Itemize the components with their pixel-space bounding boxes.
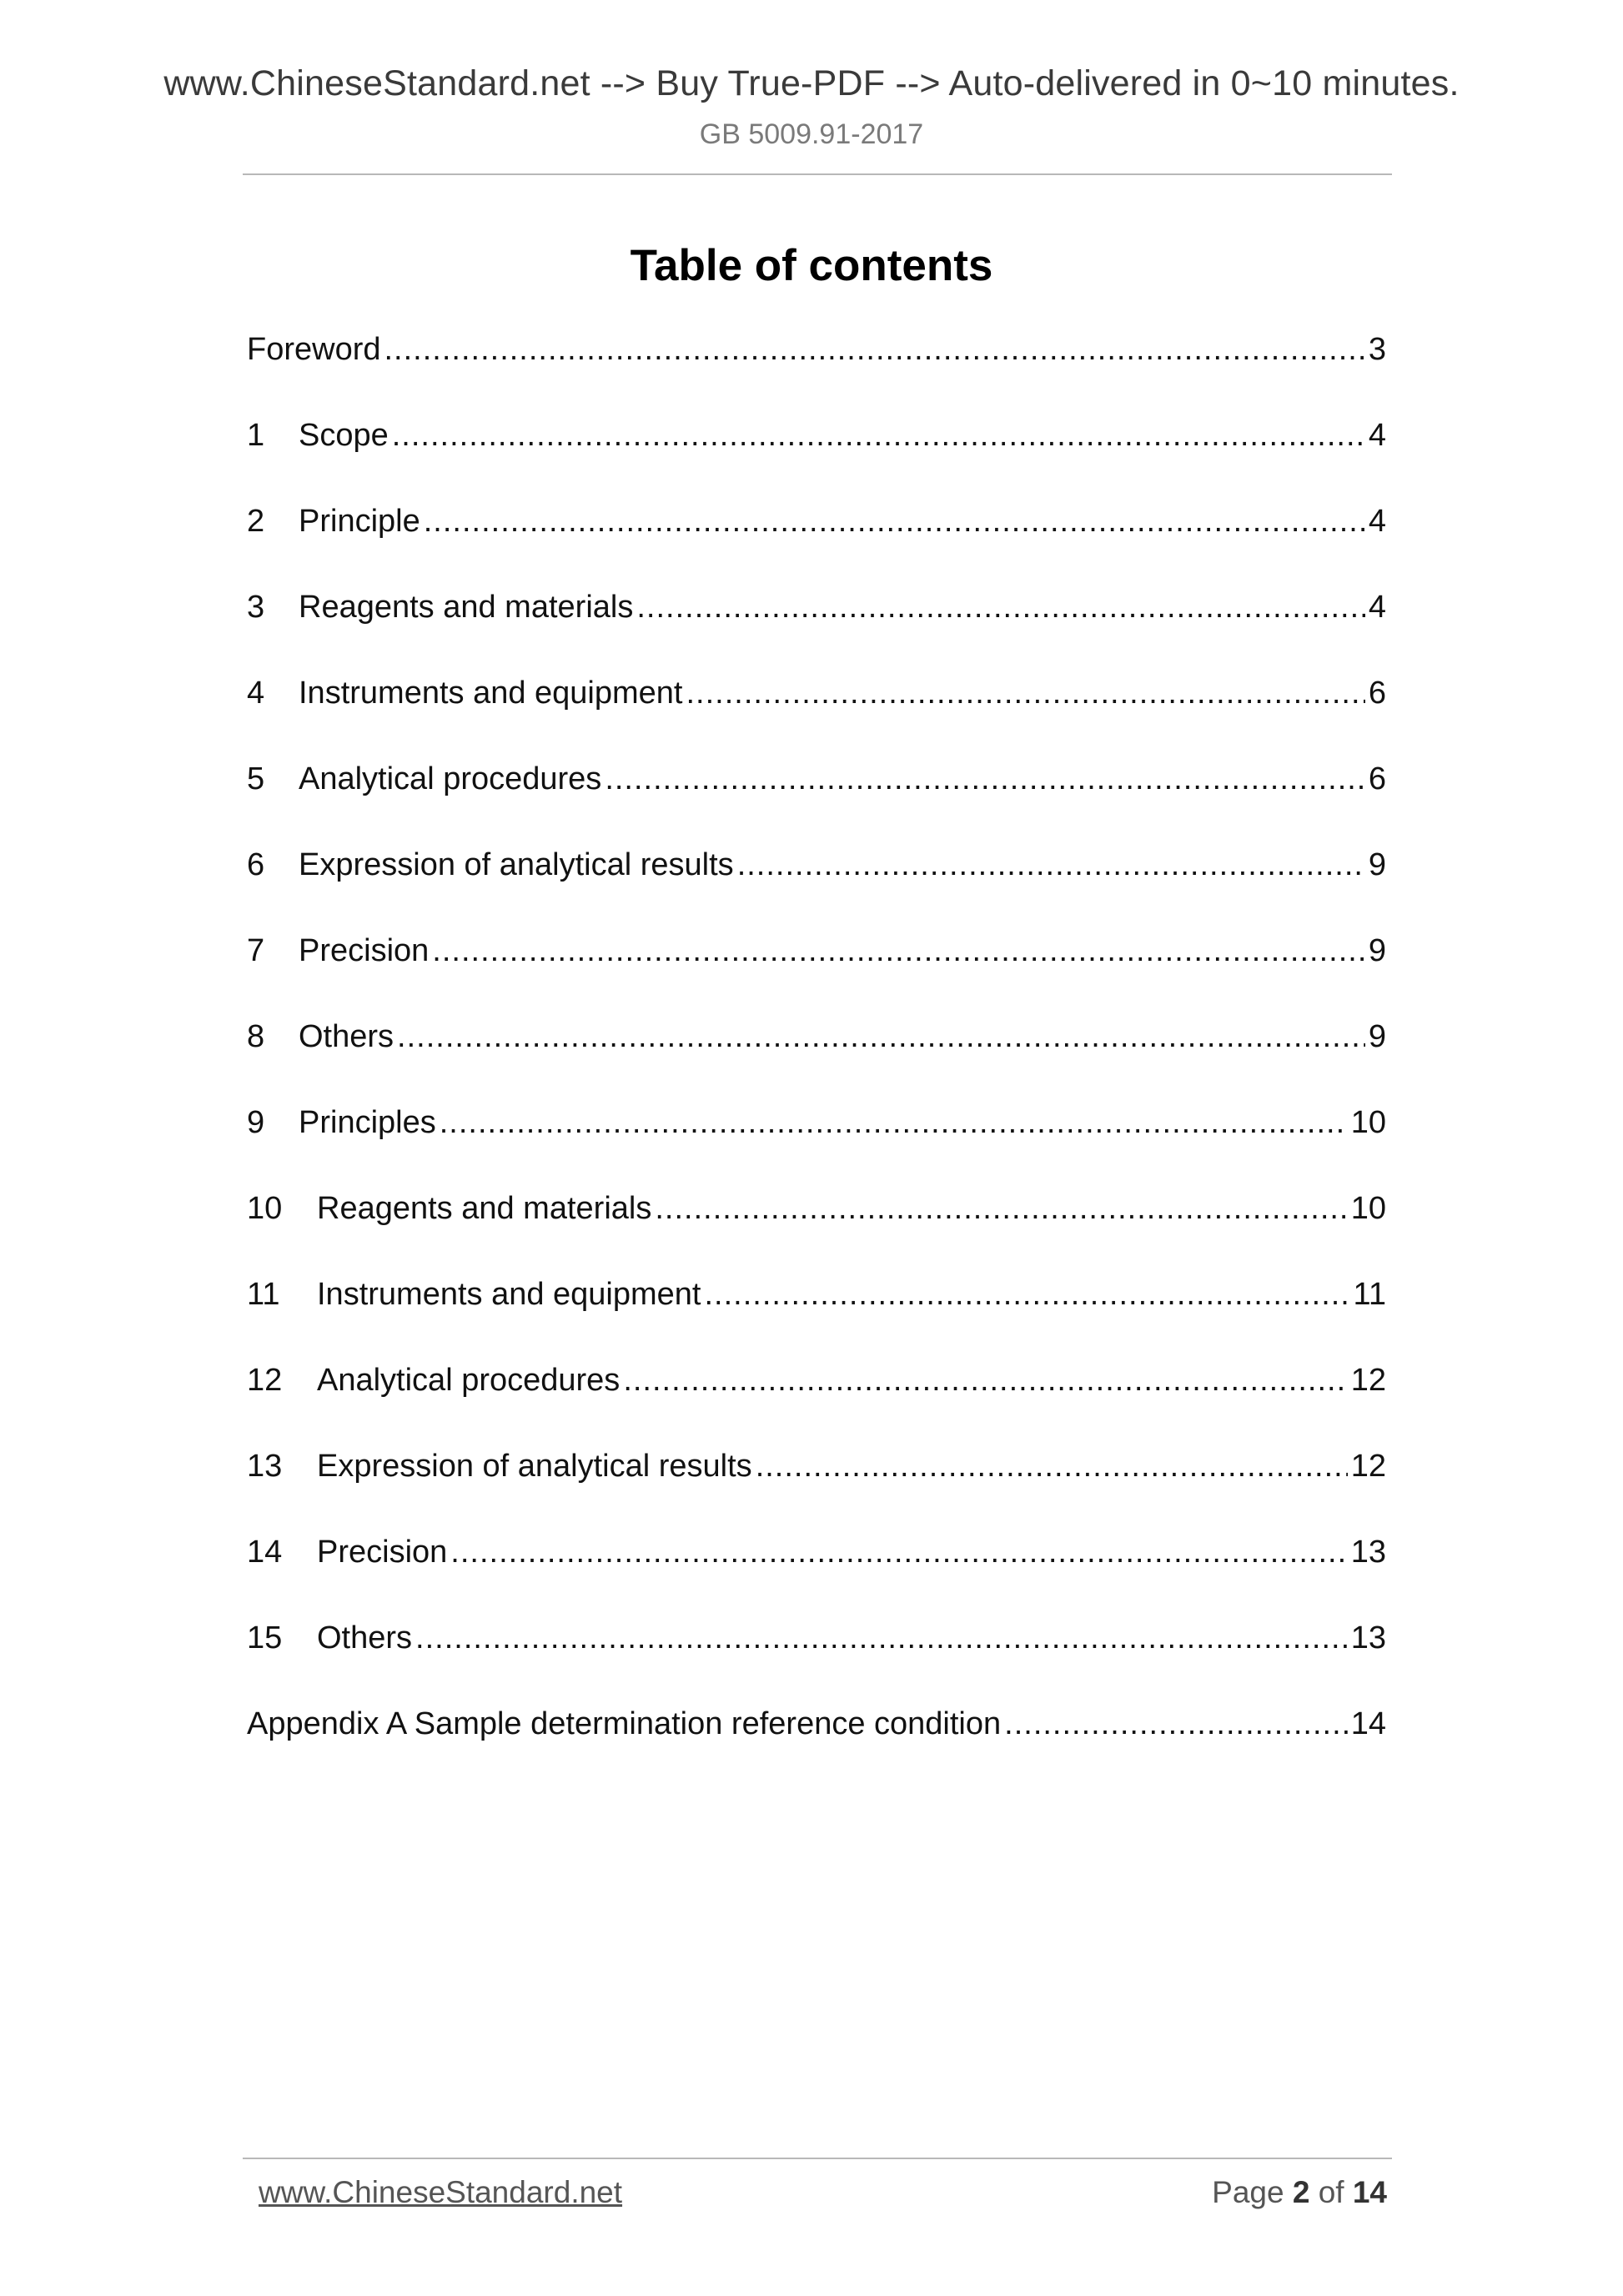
- toc-entry-page: 12: [1350, 1363, 1386, 1398]
- toc-dot-leader: [705, 1277, 1350, 1313]
- toc-entry-title: Others: [299, 1019, 394, 1054]
- toc-entry-title: Precision: [299, 933, 430, 968]
- toc-entry-number: 4: [247, 676, 265, 711]
- toc-entry-title: Analytical procedures: [317, 1363, 621, 1398]
- toc-entry-14[interactable]: [247, 1535, 1386, 1620]
- toc-entry-page: 4: [1368, 590, 1386, 625]
- page-label: Page: [1212, 2175, 1284, 2209]
- toc-entry-number: 1: [247, 418, 265, 453]
- toc-dot-leader: [737, 847, 1365, 883]
- page-current: 2: [1292, 2175, 1310, 2209]
- toc-entry-6[interactable]: [247, 847, 1386, 933]
- toc-entry-title: Scope: [299, 418, 389, 453]
- toc-dot-leader: [450, 1535, 1347, 1570]
- toc-entry-10[interactable]: [247, 1191, 1386, 1277]
- toc-entry-number: 7: [247, 933, 265, 968]
- toc-entry-3[interactable]: [247, 590, 1386, 676]
- toc-dot-leader: [415, 1620, 1348, 1656]
- toc-entry-foreword[interactable]: [247, 332, 1386, 418]
- footer-site-link[interactable]: www.ChineseStandard.net: [259, 2175, 623, 2209]
- page-title: Table of contents: [630, 241, 993, 290]
- toc-dot-leader: [686, 676, 1365, 711]
- toc-dot-leader: [1004, 1706, 1348, 1742]
- toc-entry-number: 3: [247, 590, 265, 625]
- toc-entry-page: 12: [1350, 1449, 1386, 1484]
- toc-entry-number: 13: [247, 1449, 283, 1484]
- toc-dot-leader: [384, 332, 1365, 368]
- toc-entry-number: 5: [247, 761, 265, 796]
- toc-dot-leader: [655, 1191, 1347, 1227]
- toc-entry-number: 12: [247, 1363, 283, 1398]
- toc-entry-9[interactable]: [247, 1105, 1386, 1191]
- toc-entry-title: Instruments and equipment: [317, 1277, 701, 1312]
- toc-entry-1[interactable]: [247, 418, 1386, 504]
- footer-divider: [243, 2158, 1392, 2159]
- toc-dot-leader: [397, 1019, 1365, 1055]
- site-banner: www.ChineseStandard.net --> Buy True-PDF --> Auto-delivered in 0~10 minutes.: [163, 63, 1460, 103]
- toc-entry-title: Foreword: [247, 332, 381, 367]
- toc-entry-number: 8: [247, 1019, 265, 1054]
- toc-entry-title: Precision: [317, 1535, 448, 1570]
- toc-dot-leader: [605, 761, 1365, 797]
- toc-entry-page: 10: [1350, 1191, 1386, 1226]
- toc-entry-5[interactable]: [247, 761, 1386, 847]
- toc-entry-4[interactable]: [247, 676, 1386, 761]
- toc-entry-15[interactable]: [247, 1620, 1386, 1706]
- toc-entry-title: Analytical procedures: [299, 761, 602, 796]
- toc-entry-number: 10: [247, 1191, 283, 1226]
- toc-dot-leader: [756, 1449, 1348, 1485]
- toc-entry-appendix-a[interactable]: [247, 1706, 1386, 1792]
- toc-dot-leader: [636, 590, 1365, 625]
- toc-entry-page: 11: [1353, 1277, 1386, 1312]
- page-of-label: of: [1318, 2175, 1344, 2209]
- toc-entry-page: 9: [1368, 933, 1386, 968]
- toc-entry-page: 10: [1350, 1105, 1386, 1140]
- toc-dot-leader: [424, 504, 1365, 540]
- toc-dot-leader: [392, 418, 1365, 454]
- toc-entry-number: 15: [247, 1620, 283, 1655]
- toc-entry-number: 6: [247, 847, 265, 882]
- toc-dot-leader: [623, 1363, 1347, 1399]
- toc-entry-12[interactable]: [247, 1363, 1386, 1449]
- toc-entry-page: 6: [1368, 676, 1386, 711]
- toc-entry-title: Instruments and equipment: [299, 676, 683, 711]
- toc-entry-page: 14: [1350, 1706, 1386, 1741]
- toc-entry-page: 6: [1368, 761, 1386, 796]
- toc-entry-7[interactable]: [247, 933, 1386, 1019]
- toc-entry-13[interactable]: [247, 1449, 1386, 1535]
- toc-entry-title: Expression of analytical results: [317, 1449, 752, 1484]
- header-divider: [243, 173, 1392, 175]
- toc-entry-page: 3: [1368, 332, 1386, 367]
- page-number: [1212, 2175, 1387, 2210]
- toc-entry-title: Reagents and materials: [317, 1191, 652, 1226]
- toc-entry-number: 9: [247, 1105, 265, 1140]
- table-of-contents: [247, 332, 1386, 1792]
- toc-entry-page: 9: [1368, 1019, 1386, 1054]
- toc-entry-title: Appendix A Sample determination reference condition: [247, 1706, 1002, 1741]
- toc-entry-number: 14: [247, 1535, 283, 1570]
- toc-entry-page: 13: [1350, 1535, 1386, 1570]
- toc-entry-11[interactable]: [247, 1277, 1386, 1363]
- toc-entry-2[interactable]: [247, 504, 1386, 590]
- toc-entry-number: 11: [247, 1277, 280, 1312]
- toc-dot-leader: [440, 1105, 1348, 1141]
- toc-entry-title: Others: [317, 1620, 413, 1655]
- toc-dot-leader: [432, 933, 1365, 969]
- toc-entry-page: 4: [1368, 418, 1386, 453]
- toc-entry-title: Principles: [299, 1105, 436, 1140]
- toc-entry-number: 2: [247, 504, 265, 539]
- toc-entry-title: Expression of analytical results: [299, 847, 734, 882]
- toc-entry-page: 13: [1350, 1620, 1386, 1655]
- document-code: GB 5009.91-2017: [699, 118, 924, 150]
- toc-entry-title: Reagents and materials: [299, 590, 634, 625]
- page-total: 14: [1352, 2175, 1387, 2209]
- toc-entry-title: Principle: [299, 504, 420, 539]
- toc-entry-8[interactable]: [247, 1019, 1386, 1105]
- toc-entry-page: 4: [1368, 504, 1386, 539]
- toc-entry-page: 9: [1368, 847, 1386, 882]
